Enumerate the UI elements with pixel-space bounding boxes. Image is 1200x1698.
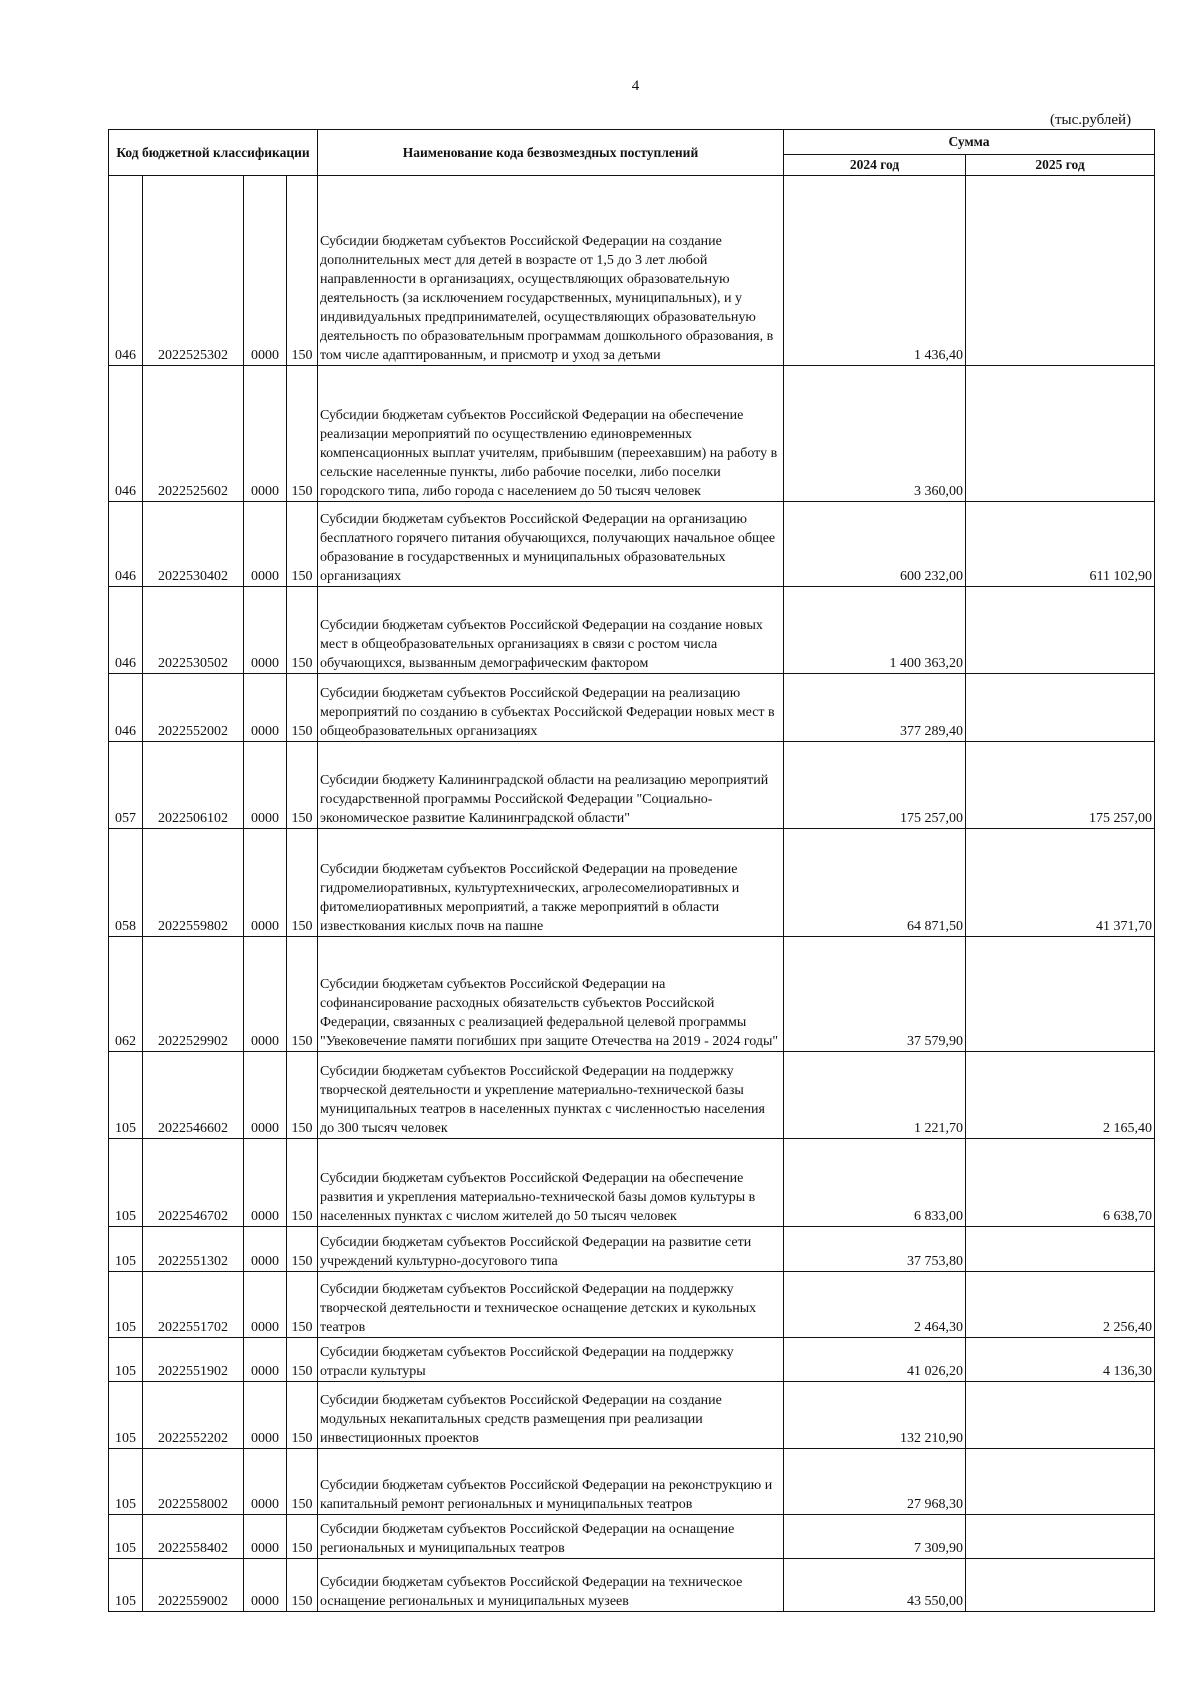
table-row — [109, 1559, 1155, 1612]
program-code: 0000 — [244, 674, 287, 742]
table-row — [109, 742, 1155, 829]
amount-2024: 41 026,20 — [784, 1338, 966, 1382]
admin-code: 046 — [109, 587, 143, 674]
admin-code: 105 — [109, 1272, 143, 1338]
table-header — [109, 130, 1155, 176]
program-code: 0000 — [244, 1449, 287, 1515]
admin-code: 046 — [109, 366, 143, 502]
kosgu-code: 150 — [287, 1449, 318, 1515]
program-code: 0000 — [244, 176, 287, 366]
program-code: 0000 — [244, 1338, 287, 1382]
kosgu-code: 150 — [287, 674, 318, 742]
kosgu-code: 150 — [287, 742, 318, 829]
table-row — [109, 366, 1155, 502]
kosgu-code: 150 — [287, 1382, 318, 1449]
admin-code: 058 — [109, 829, 143, 937]
revenue-table — [108, 129, 1155, 1612]
table-row — [109, 502, 1155, 587]
amount-2025 — [966, 587, 1155, 674]
revenue-code: 2022506102 — [143, 742, 244, 829]
revenue-code: 2022558002 — [143, 1449, 244, 1515]
revenue-name: Субсидии бюджетам субъектов Российской Федерации на софинансирование расходных обязательств субъектов Российской Федерации, связанных с реализацией федеральной целевой программы "Увековечение памяти погибших при защите Отечества на 2019 - 2024 годы" — [318, 937, 784, 1052]
program-code: 0000 — [244, 1559, 287, 1612]
table-row — [109, 1382, 1155, 1449]
amount-2024: 1 221,70 — [784, 1052, 966, 1139]
amount-2024: 175 257,00 — [784, 742, 966, 829]
amount-2025: 2 256,40 — [966, 1272, 1155, 1338]
table-row — [109, 1515, 1155, 1559]
program-code: 0000 — [244, 1272, 287, 1338]
revenue-code: 2022559802 — [143, 829, 244, 937]
amount-2025 — [966, 1382, 1155, 1449]
units-label: (тыс.рублей) — [1050, 112, 1132, 128]
revenue-name: Субсидии бюджетам субъектов Российской Федерации на обеспечение развития и укрепления материально-технической базы домов культуры в населенных пунктах с числом жителей до 50 тысяч человек — [318, 1139, 784, 1227]
program-code: 0000 — [244, 1052, 287, 1139]
table-row — [109, 937, 1155, 1052]
admin-code: 105 — [109, 1515, 143, 1559]
admin-code: 046 — [109, 674, 143, 742]
revenue-name: Субсидии бюджетам субъектов Российской Федерации на поддержку творческой деятельности и укрепление материально-технической базы муниципальных театров в населенных пунктах с численностью населения до 300 тысяч человек — [318, 1052, 784, 1139]
amount-2025: 2 165,40 — [966, 1052, 1155, 1139]
program-code: 0000 — [244, 1382, 287, 1449]
program-code: 0000 — [244, 502, 287, 587]
table-row — [109, 1227, 1155, 1272]
program-code: 0000 — [244, 1139, 287, 1227]
amount-2024: 27 968,30 — [784, 1449, 966, 1515]
amount-2024: 377 289,40 — [784, 674, 966, 742]
table-row — [109, 587, 1155, 674]
admin-code: 105 — [109, 1382, 143, 1449]
program-code: 0000 — [244, 829, 287, 937]
table-row — [109, 176, 1155, 366]
page-number: 4 — [631, 78, 640, 94]
revenue-code: 2022551702 — [143, 1272, 244, 1338]
table-row — [109, 1449, 1155, 1515]
amount-2025 — [966, 1227, 1155, 1272]
revenue-name: Субсидии бюджетам субъектов Российской Федерации на создание новых мест в общеобразовательных организациях в связи с ростом числа обучающихся, вызванным демографическим фактором — [318, 587, 784, 674]
kosgu-code: 150 — [287, 1052, 318, 1139]
amount-2024: 1 400 363,20 — [784, 587, 966, 674]
kosgu-code: 150 — [287, 937, 318, 1052]
admin-code: 062 — [109, 937, 143, 1052]
revenue-code: 2022525302 — [143, 176, 244, 366]
admin-code: 105 — [109, 1227, 143, 1272]
kosgu-code: 150 — [287, 1272, 318, 1338]
amount-2025: 175 257,00 — [966, 742, 1155, 829]
kosgu-code: 150 — [287, 587, 318, 674]
amount-2025 — [966, 366, 1155, 502]
admin-code: 105 — [109, 1052, 143, 1139]
revenue-name: Субсидии бюджетам субъектов Российской Федерации на реализацию мероприятий по созданию в субъектах Российской Федерации новых мест в общеобразовательных организациях — [318, 674, 784, 742]
admin-code: 046 — [109, 502, 143, 587]
kosgu-code: 150 — [287, 366, 318, 502]
revenue-code: 2022558402 — [143, 1515, 244, 1559]
revenue-code: 2022530402 — [143, 502, 244, 587]
revenue-code: 2022552002 — [143, 674, 244, 742]
admin-code: 105 — [109, 1338, 143, 1382]
year-2024-header: 2024 год — [784, 155, 966, 176]
amount-2025: 4 136,30 — [966, 1338, 1155, 1382]
revenue-name: Субсидии бюджету Калининградской области на реализацию мероприятий государственной программы Российской Федерации "Социально-экономическое развитие Калининградской области" — [318, 742, 784, 829]
name-header: Наименование кода безвозмездных поступлений — [318, 130, 784, 176]
revenue-name: Субсидии бюджетам субъектов Российской Федерации на реконструкцию и капитальный ремонт региональных и муниципальных театров — [318, 1449, 784, 1515]
table-row — [109, 1139, 1155, 1227]
amount-2025 — [966, 1449, 1155, 1515]
table-row — [109, 829, 1155, 937]
admin-code: 105 — [109, 1559, 143, 1612]
amount-2024: 37 753,80 — [784, 1227, 966, 1272]
revenue-code: 2022546602 — [143, 1052, 244, 1139]
sum-header: Сумма — [784, 130, 1155, 155]
revenue-name: Субсидии бюджетам субъектов Российской Федерации на создание дополнительных мест для детей в возрасте от 1,5 до 3 лет любой направленности в организациях, осуществляющих образовательную деятельность (за исключением государственных, муниципальных), и у индивидуальных предпринимателей, осуществляющих образовательную деятельность по образовательным программам дошкольного образования, в том числе адаптированным, и присмотр и уход за детьми — [318, 176, 784, 366]
amount-2025 — [966, 937, 1155, 1052]
revenue-name: Субсидии бюджетам субъектов Российской Федерации на поддержку творческой деятельности и техническое оснащение детских и кукольных театров — [318, 1272, 784, 1338]
amount-2025: 41 371,70 — [966, 829, 1155, 937]
amount-2024: 132 210,90 — [784, 1382, 966, 1449]
year-2025-header: 2025 год — [966, 155, 1155, 176]
revenue-code: 2022529902 — [143, 937, 244, 1052]
kosgu-code: 150 — [287, 1139, 318, 1227]
program-code: 0000 — [244, 937, 287, 1052]
amount-2024: 43 550,00 — [784, 1559, 966, 1612]
amount-2025 — [966, 674, 1155, 742]
kosgu-code: 150 — [287, 1227, 318, 1272]
kosgu-code: 150 — [287, 1338, 318, 1382]
program-code: 0000 — [244, 587, 287, 674]
revenue-code: 2022559002 — [143, 1559, 244, 1612]
amount-2025 — [966, 176, 1155, 366]
amount-2025 — [966, 1515, 1155, 1559]
amount-2024: 1 436,40 — [784, 176, 966, 366]
code-header: Код бюджетной классификации — [109, 130, 318, 176]
admin-code: 046 — [109, 176, 143, 366]
revenue-name: Субсидии бюджетам субъектов Российской Федерации на оснащение региональных и муниципальных театров — [318, 1515, 784, 1559]
kosgu-code: 150 — [287, 1559, 318, 1612]
program-code: 0000 — [244, 1515, 287, 1559]
revenue-code: 2022525602 — [143, 366, 244, 502]
revenue-name: Субсидии бюджетам субъектов Российской Федерации на создание модульных некапитальных средств размещения при реализации инвестиционных проектов — [318, 1382, 784, 1449]
amount-2024: 7 309,90 — [784, 1515, 966, 1559]
table-row — [109, 1272, 1155, 1338]
revenue-name: Субсидии бюджетам субъектов Российской Федерации на развитие сети учреждений культурно-досугового типа — [318, 1227, 784, 1272]
kosgu-code: 150 — [287, 502, 318, 587]
revenue-code: 2022552202 — [143, 1382, 244, 1449]
kosgu-code: 150 — [287, 1515, 318, 1559]
kosgu-code: 150 — [287, 176, 318, 366]
amount-2024: 37 579,90 — [784, 937, 966, 1052]
table-body — [109, 176, 1155, 1612]
program-code: 0000 — [244, 742, 287, 829]
revenue-code: 2022530502 — [143, 587, 244, 674]
admin-code: 105 — [109, 1449, 143, 1515]
kosgu-code: 150 — [287, 829, 318, 937]
amount-2024: 6 833,00 — [784, 1139, 966, 1227]
amount-2024: 3 360,00 — [784, 366, 966, 502]
revenue-code: 2022551302 — [143, 1227, 244, 1272]
amount-2024: 64 871,50 — [784, 829, 966, 937]
amount-2025: 611 102,90 — [966, 502, 1155, 587]
program-code: 0000 — [244, 1227, 287, 1272]
amount-2024: 2 464,30 — [784, 1272, 966, 1338]
revenue-code: 2022546702 — [143, 1139, 244, 1227]
program-code: 0000 — [244, 366, 287, 502]
amount-2024: 600 232,00 — [784, 502, 966, 587]
revenue-name: Субсидии бюджетам субъектов Российской Федерации на поддержку отрасли культуры — [318, 1338, 784, 1382]
revenue-name: Субсидии бюджетам субъектов Российской Федерации на организацию бесплатного горячего питания обучающихся, получающих начальное общее образование в государственных и муниципальных образовательных организациях — [318, 502, 784, 587]
revenue-name: Субсидии бюджетам субъектов Российской Федерации на техническое оснащение региональных и муниципальных музеев — [318, 1559, 784, 1612]
revenue-name: Субсидии бюджетам субъектов Российской Федерации на обеспечение реализации мероприятий по осуществлению единовременных компенсационных выплат учителям, прибывшим (переехавшим) на работу в сельские населенные пункты, либо рабочие поселки, либо поселки городского типа, либо города с населением до 50 тысяч человек — [318, 366, 784, 502]
table-row — [109, 674, 1155, 742]
revenue-code: 2022551902 — [143, 1338, 244, 1382]
admin-code: 057 — [109, 742, 143, 829]
table-row — [109, 1338, 1155, 1382]
revenue-name: Субсидии бюджетам субъектов Российской Федерации на проведение гидромелиоративных, культуртехнических, агролесомелиоративных и фитомелиоративных мероприятий, а также мероприятий в области известкования кислых почв на пашне — [318, 829, 784, 937]
table-row — [109, 1052, 1155, 1139]
amount-2025 — [966, 1559, 1155, 1612]
admin-code: 105 — [109, 1139, 143, 1227]
amount-2025: 6 638,70 — [966, 1139, 1155, 1227]
